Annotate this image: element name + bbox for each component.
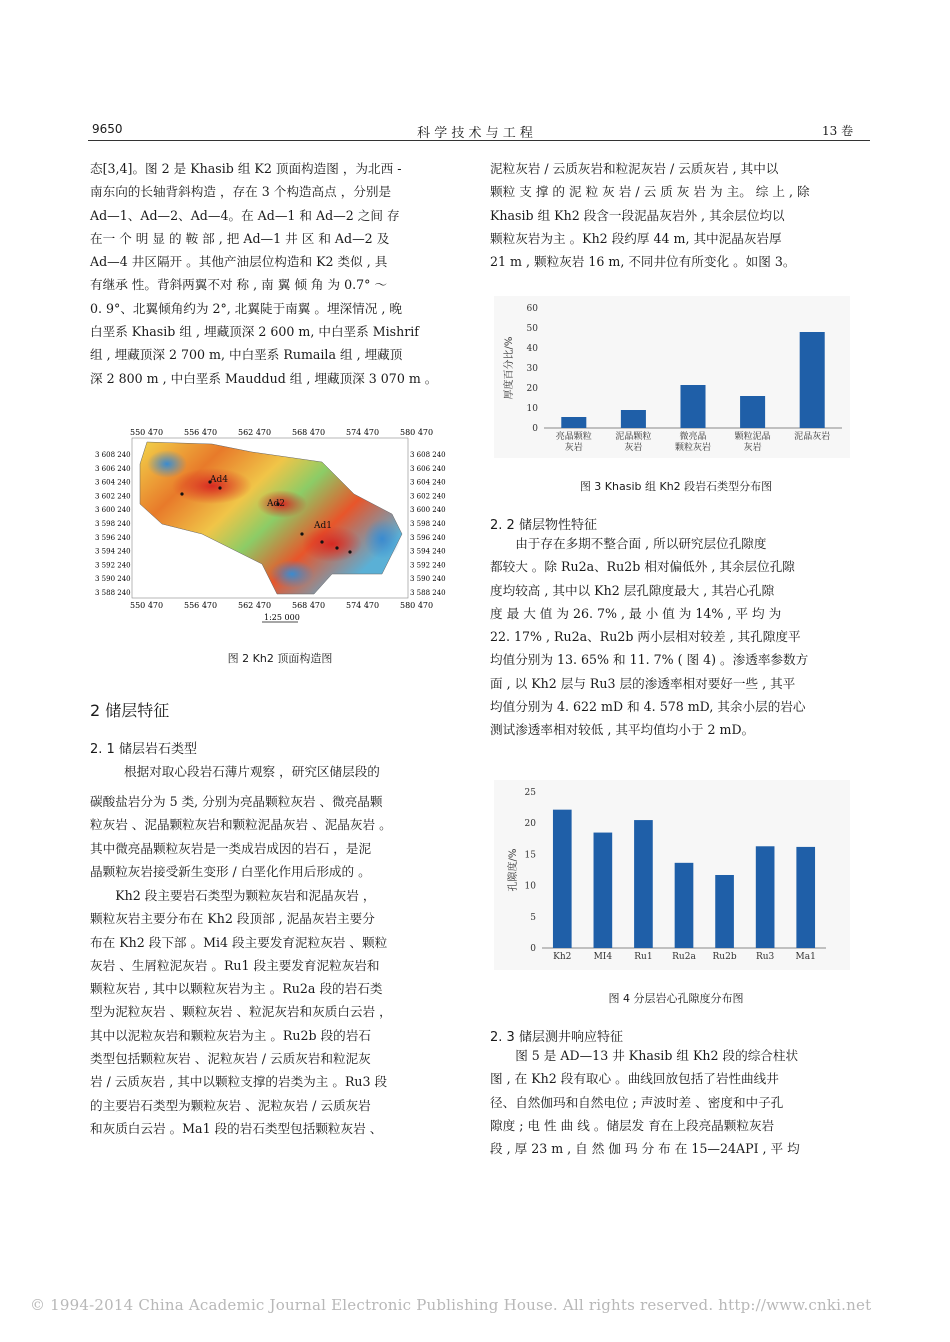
map-y-tick: 3 592 240 — [95, 561, 131, 570]
section-2-2-title: 2. 2 储层物性特征 — [490, 518, 597, 533]
well-label-ad4: Ad4 — [210, 475, 228, 485]
x-tick-label: Ru2a — [672, 952, 696, 962]
x-tick-label: Ru1 — [634, 952, 653, 962]
figure-4-chart — [494, 780, 850, 970]
map-x-tick: 562 470 — [238, 601, 272, 610]
map-y-tick: 3 600 240 — [95, 506, 131, 515]
text-line: 组 , 埋藏顶深 2 700 m, 中白垩系 Rumaila 组 , 埋藏顶 — [90, 347, 403, 363]
para2-first-line: 根据对取心段岩石薄片观察 ，研究区储层段的 — [124, 764, 380, 779]
copyright-footer: © 1994-2014 China Academic Journal Electronic Publishing House. All rights reserved. http://www.cnki.net — [30, 1296, 872, 1314]
map-x-tick: 562 470 — [238, 428, 272, 437]
bar — [756, 846, 775, 948]
map-x-tick: 550 470 — [130, 428, 164, 437]
text-line: 都较大 。除 Ru2a、Ru2b 相对偏低外 , 其余层位孔隙 — [490, 559, 795, 575]
x-tick-label: 泥晶灰岩 — [794, 432, 831, 442]
y-tick-label: 0 — [530, 944, 536, 954]
y-tick-label: 10 — [524, 881, 536, 892]
bar — [800, 332, 825, 428]
text-line: 岩 / 云质灰岩 , 其中以颗粒支撑的岩类为主 。Ru3 段 — [90, 1074, 388, 1090]
y-tick-label: 10 — [526, 404, 538, 414]
y-tick-label: 0 — [532, 424, 538, 434]
map-x-tick: 568 470 — [292, 601, 326, 610]
text-line: 其中以泥粒灰岩和颗粒灰岩为主 。Ru2b 段的岩石 — [90, 1027, 371, 1043]
right-paragraph-3 — [490, 1044, 862, 1160]
map-y-tick: 3 598 240 — [410, 520, 446, 528]
map-scale: 1:25 000 — [264, 613, 300, 622]
text-line: 22. 17% , Ru2a、Ru2b 两小层相对较差 , 其孔隙度平 — [490, 629, 801, 645]
y-tick-label: 25 — [524, 788, 536, 798]
figure-4-caption: 图 4 分层岩心孔隙度分布图 — [608, 992, 744, 1005]
text-line: 在一 个 明 显 的 鞍 部 , 把 Ad—1 井 区 和 Ad—2 及 — [90, 230, 390, 246]
text-line: Ad—4 井区隔开 。其他产油层位构造和 K2 类似 , 具 — [90, 254, 388, 270]
structure-map-svg — [92, 424, 460, 636]
figure-3-caption: 图 3 Khasib 组 Kh2 段岩石类型分布图 — [579, 480, 773, 493]
y-tick-label: 50 — [526, 324, 538, 334]
volume-label: 13 卷 — [822, 124, 854, 138]
text-line: 其中微亮晶颗粒灰岩是一类成岩成因的岩石 ，是泥 — [90, 840, 372, 856]
text-line: 和灰质白云岩 。Ma1 段的岩石类型包括颗粒灰岩 、 — [90, 1120, 383, 1136]
text-line: 粒灰岩 、泥晶颗粒灰岩和颗粒泥晶灰岩 、泥晶灰岩 。 — [90, 817, 392, 833]
rock-type-bar-chart — [494, 296, 850, 458]
x-tick-label: Kh2 — [553, 952, 572, 962]
map-y-tick: 3 608 240 — [410, 451, 446, 459]
text-line: 图 , 在 Kh2 段有取心 。曲线回放包括了岩性曲线井 — [490, 1071, 779, 1087]
bar — [680, 385, 705, 428]
map-x-tick: 574 470 — [346, 601, 380, 610]
y-tick-label: 60 — [526, 304, 538, 314]
well-label-ad2: Ad2 — [267, 499, 285, 509]
x-tick-label: 颗粒灰岩 — [674, 443, 712, 453]
map-y-tick: 3 594 240 — [95, 547, 131, 556]
right-paragraph-2 — [490, 532, 862, 742]
x-tick-label: 灰岩 — [743, 443, 762, 453]
map-x-tick: 580 470 — [400, 601, 434, 610]
text-line: 由于存在多期不整合面 , 所以研究层位孔隙度 — [515, 536, 767, 551]
right-paragraph-1 — [490, 157, 862, 273]
text-line: 灰岩 、生屑粒泥灰岩 。Ru1 段主要发育泥粒灰岩和 — [90, 957, 380, 973]
text-line: Kh2 段主要岩石类型为颗粒灰岩和泥晶灰岩 ， — [115, 888, 376, 903]
map-y-tick: 3 606 240 — [95, 464, 131, 473]
figure-2-map — [92, 424, 460, 636]
bar — [621, 410, 646, 428]
text-line: 度均较高 , 其中以 Kh2 层孔隙度最大 , 其岩心孔隙 — [490, 582, 775, 598]
y-tick-label: 30 — [526, 364, 538, 374]
text-line: 的主要岩石类型为颗粒灰岩 、泥粒灰岩 / 云质灰岩 — [90, 1097, 371, 1113]
bar — [675, 863, 694, 948]
section-2-3-title: 2. 3 储层测井响应特征 — [490, 1030, 623, 1045]
x-tick-label: Ru2b — [712, 952, 737, 962]
text-line: 型为泥粒灰岩 、颗粒灰岩 、粒泥灰岩和灰质白云岩 ， — [90, 1004, 392, 1020]
text-line: 晶颗粒灰岩接受新生变形 / 白垩化作用后形成的 。 — [90, 863, 371, 879]
x-tick-label: MI4 — [593, 952, 613, 962]
y-tick-label: 5 — [530, 912, 536, 923]
x-tick-label: Ru3 — [755, 952, 775, 962]
text-line: 颗粒 支 撑 的 泥 粒 灰 岩 / 云 质 灰 岩 为 主。 综 上 , 除 — [490, 184, 810, 200]
y-tick-label: 40 — [526, 344, 538, 354]
text-line: Khasib 组 Kh2 段含一段泥晶灰岩外 , 其余层位均以 — [490, 207, 785, 223]
text-line: 态[3,4]。图 2 是 Khasib 组 K2 顶面构造图 ，为北西 - — [90, 161, 402, 176]
y-axis-label: 孔隙度/% — [508, 848, 519, 892]
text-line: 碳酸盐岩分为 5 类, 分别为亮晶颗粒灰岩 、微亮晶颗 — [90, 794, 383, 809]
map-x-tick: 568 470 — [292, 428, 326, 437]
map-y-tick: 3 596 240 — [410, 533, 446, 542]
left-paragraph-3 — [90, 884, 470, 1140]
x-tick-label: 微亮晶 — [679, 432, 707, 442]
map-y-tick: 3 600 240 — [410, 506, 446, 515]
x-tick-label: 颗粒泥晶 — [734, 432, 771, 442]
map-x-tick: 574 470 — [346, 428, 380, 437]
text-line: 深 2 800 m , 中白垩系 Mauddud 组 , 埋藏顶深 3 070 m 。 — [90, 370, 438, 386]
x-tick-label: Ma1 — [795, 952, 816, 962]
text-line: 径、自然伽玛和自然电位 ; 声波时差 、密度和中子孔 — [490, 1094, 784, 1110]
x-tick-label: 亮晶颗粒 — [555, 432, 592, 442]
bar — [740, 396, 765, 428]
text-line: 均值分别为 13. 65% 和 11. 7% ( 图 4) 。渗透率参数方 — [490, 652, 809, 668]
map-y-tick: 3 608 240 — [95, 451, 131, 459]
journal-title: 科 学 技 术 与 工 程 — [417, 126, 533, 141]
map-y-tick: 3 588 240 — [95, 589, 131, 597]
map-y-tick: 3 604 240 — [410, 478, 446, 487]
map-y-tick: 3 602 240 — [95, 492, 131, 501]
map-y-tick: 3 588 240 — [410, 589, 446, 597]
bar — [561, 417, 586, 428]
y-axis-label: 厚度百分比/% — [504, 336, 515, 400]
text-line: 21 m , 颗粒灰岩 16 m, 不同井位有所变化 。如图 3。 — [490, 254, 796, 270]
well-label-ad1: Ad1 — [314, 521, 332, 531]
bar — [634, 820, 653, 948]
x-tick-label: 灰岩 — [624, 443, 643, 453]
text-line: 布在 Kh2 段下部 。Mi4 段主要发育泥粒灰岩 、颗粒 — [90, 934, 388, 950]
map-y-tick: 3 606 240 — [410, 464, 446, 473]
map-y-tick: 3 594 240 — [410, 547, 446, 556]
y-tick-label: 15 — [524, 850, 536, 861]
text-line: 测试渗透率相对较低 , 其平均值均小于 2 mD。 — [490, 722, 755, 738]
figure-2-caption: 图 2 Kh2 顶面构造图 — [227, 652, 333, 665]
text-line: 白垩系 Khasib 组 , 埋藏顶深 2 600 m, 中白垩系 Mishrif — [90, 324, 419, 340]
text-line: 南东向的长轴背斜构造 ，存在 3 个构造高点 ，分别是 — [90, 184, 392, 200]
map-x-tick: 556 470 — [184, 601, 218, 610]
map-x-tick: 550 470 — [130, 601, 164, 610]
text-line: 颗粒灰岩主要分布在 Kh2 段顶部 , 泥晶灰岩主要分 — [90, 911, 375, 927]
text-line: 0. 9°、北翼倾角约为 2°, 北翼陡于南翼 。埋深情况 , 晚 — [90, 300, 402, 316]
text-line: 有继承 性。背斜两翼不对 称 , 南 翼 倾 角 为 0.7° ～ — [90, 277, 388, 293]
x-tick-label: 泥晶颗粒 — [615, 432, 652, 442]
figure-3-chart — [494, 296, 850, 458]
bar — [553, 810, 572, 948]
text-line: 类型包括颗粒灰岩 、泥粒灰岩 / 云质灰岩和粒泥灰 — [90, 1051, 371, 1067]
map-y-tick: 3 590 240 — [95, 575, 131, 584]
text-line: 图 5 是 AD—13 井 Khasib 组 Kh2 段的综合柱状 — [515, 1048, 799, 1063]
map-y-tick: 3 604 240 — [95, 478, 131, 487]
text-line: 段 , 厚 23 m , 自 然 伽 玛 分 布 在 15—24API , 平 均 — [490, 1141, 800, 1157]
text-line: 颗粒灰岩 , 其中以颗粒灰岩为主 。Ru2a 段的岩石类 — [90, 981, 383, 997]
map-y-tick: 3 598 240 — [95, 520, 131, 528]
left-paragraph-1 — [90, 157, 470, 390]
text-line: 均值分别为 4. 622 mD 和 4. 578 mD, 其余小层的岩心 — [490, 699, 806, 715]
porosity-bar-chart — [494, 780, 850, 970]
y-tick-label: 20 — [526, 384, 538, 394]
text-line: 面 , 以 Kh2 层与 Ru3 层的渗透率相对要好一些 , 其平 — [490, 675, 796, 691]
map-y-tick: 3 602 240 — [410, 492, 446, 501]
text-line: 隙度 ; 电 性 曲 线 。储层发 育在上段亮晶颗粒灰岩 — [490, 1117, 775, 1133]
map-y-tick: 3 596 240 — [95, 533, 131, 542]
map-y-tick: 3 590 240 — [410, 575, 446, 584]
page-number: 9650 — [92, 122, 123, 136]
map-x-tick: 580 470 — [400, 428, 434, 437]
bar — [594, 833, 613, 948]
section-2-title: 2 储层特征 — [90, 701, 170, 720]
y-tick-label: 20 — [524, 819, 536, 830]
text-line: Ad—1、Ad—2、Ad—4。在 Ad—1 和 Ad—2 之间 存 — [90, 207, 400, 223]
map-y-tick: 3 592 240 — [410, 561, 446, 570]
left-paragraph-2-body — [90, 790, 470, 883]
text-line: 泥粒灰岩 / 云质灰岩和粒泥灰岩 / 云质灰岩 , 其中以 — [490, 161, 779, 176]
map-x-tick: 556 470 — [184, 428, 218, 437]
bar — [796, 847, 815, 948]
x-tick-label: 灰岩 — [564, 443, 583, 453]
text-line: 度 最 大 值 为 26. 7% , 最 小 值 为 14% , 平 均 为 — [490, 605, 782, 621]
text-line: 颗粒灰岩为主 。Kh2 段约厚 44 m, 其中泥晶灰岩厚 — [490, 230, 782, 246]
section-2-1-title: 2. 1 储层岩石类型 — [90, 742, 197, 757]
header-rule — [88, 140, 870, 141]
left-paragraph-2 — [90, 760, 470, 783]
bar — [715, 875, 734, 948]
